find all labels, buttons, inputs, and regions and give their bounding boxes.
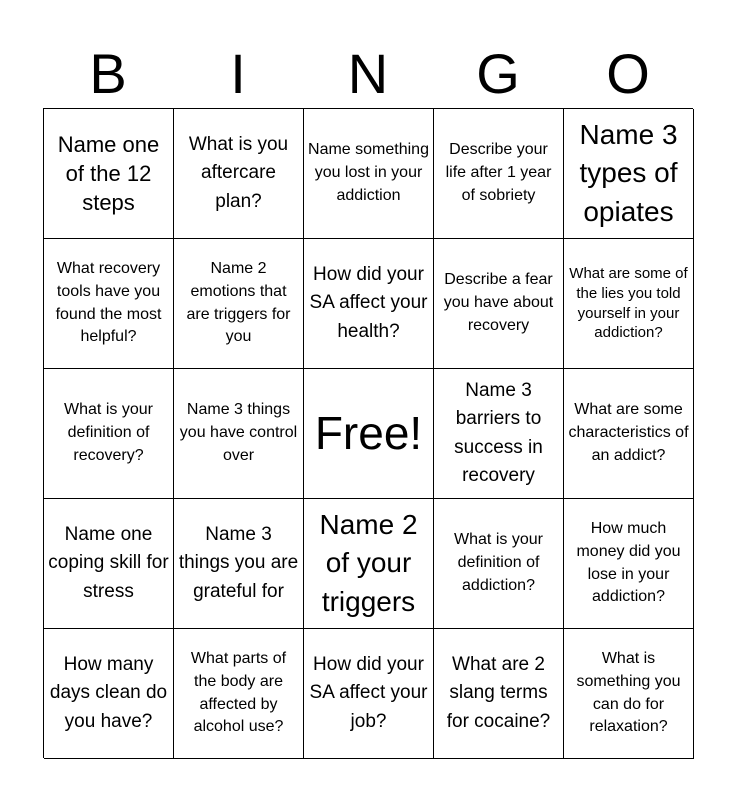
bingo-cell[interactable] [44, 369, 174, 499]
bingo-cell[interactable] [434, 629, 564, 759]
cell-text: Name 3 barriers to success in recovery [454, 379, 543, 486]
bingo-cell[interactable] [304, 629, 434, 759]
bingo-cell[interactable] [564, 499, 694, 629]
cell-text: What is you aftercare plan? [188, 133, 289, 212]
cell-text: How many days clean do you have? [49, 653, 168, 732]
cell-text: Name 2 of your triggers [319, 508, 418, 617]
cell-text: Name one of the 12 steps [57, 131, 160, 216]
cell-text: Name one coping skill for stress [48, 523, 169, 602]
cell-text: What is something you can do for relaxation? [576, 650, 681, 736]
bingo-cell[interactable] [44, 499, 174, 629]
bingo-cell[interactable] [174, 109, 304, 239]
bingo-cell[interactable] [304, 109, 434, 239]
cell-text: Describe a fear you have about recovery [443, 271, 554, 334]
header-letter-g: G [476, 42, 520, 105]
free-space[interactable] [304, 369, 434, 499]
header-letter-o: O [606, 42, 650, 105]
cell-text: What parts of the body are affected by alcohol use? [190, 650, 287, 736]
cell-text: Describe your life after 1 year of sobriety [445, 141, 552, 204]
bingo-cell[interactable] [44, 109, 174, 239]
bingo-cell[interactable] [44, 629, 174, 759]
cell-text: Name 3 things you are grateful for [178, 523, 299, 602]
bingo-cell[interactable] [434, 109, 564, 239]
bingo-cell[interactable] [434, 499, 564, 629]
cell-text: Name 3 things you have control over [179, 401, 298, 464]
bingo-cell[interactable] [304, 499, 434, 629]
bingo-cell[interactable] [304, 239, 434, 369]
cell-text: Name 2 emotions that are triggers for you [186, 260, 291, 346]
bingo-cell[interactable] [44, 239, 174, 369]
bingo-header [43, 40, 693, 108]
cell-text: What are 2 slang terms for cocaine? [446, 653, 551, 732]
bingo-cell[interactable] [434, 369, 564, 499]
header-letter-b: B [89, 42, 127, 105]
bingo-cell[interactable] [564, 369, 694, 499]
bingo-cell[interactable] [434, 239, 564, 369]
cell-text: How did your SA affect your job? [309, 653, 428, 732]
cell-text: How did your SA affect your health? [309, 263, 428, 342]
cell-text: What is your definition of recovery? [64, 401, 153, 464]
cell-text: What are some characteristics of an addict? [568, 401, 689, 464]
bingo-cell[interactable] [174, 369, 304, 499]
bingo-cell[interactable] [174, 629, 304, 759]
cell-text: Free! [314, 406, 423, 459]
cell-text: Name something you lost in your addiction [308, 141, 429, 204]
bingo-cell[interactable] [564, 109, 694, 239]
bingo-cell[interactable] [564, 239, 694, 369]
bingo-cell[interactable] [174, 499, 304, 629]
bingo-grid [43, 108, 693, 758]
cell-text: What recovery tools have you found the most helpful? [55, 260, 162, 346]
header-letter-n: N [347, 42, 389, 105]
cell-text: What is your definition of addiction? [454, 531, 543, 594]
cell-text: Name 3 types of opiates [579, 118, 678, 227]
header-letter-i: I [230, 42, 246, 105]
cell-text: How much money did you lose in your addiction? [576, 520, 681, 606]
cell-text: What are some of the lies you told yourself in your addiction? [569, 264, 688, 342]
bingo-cell[interactable] [174, 239, 304, 369]
bingo-cell[interactable] [564, 629, 694, 759]
